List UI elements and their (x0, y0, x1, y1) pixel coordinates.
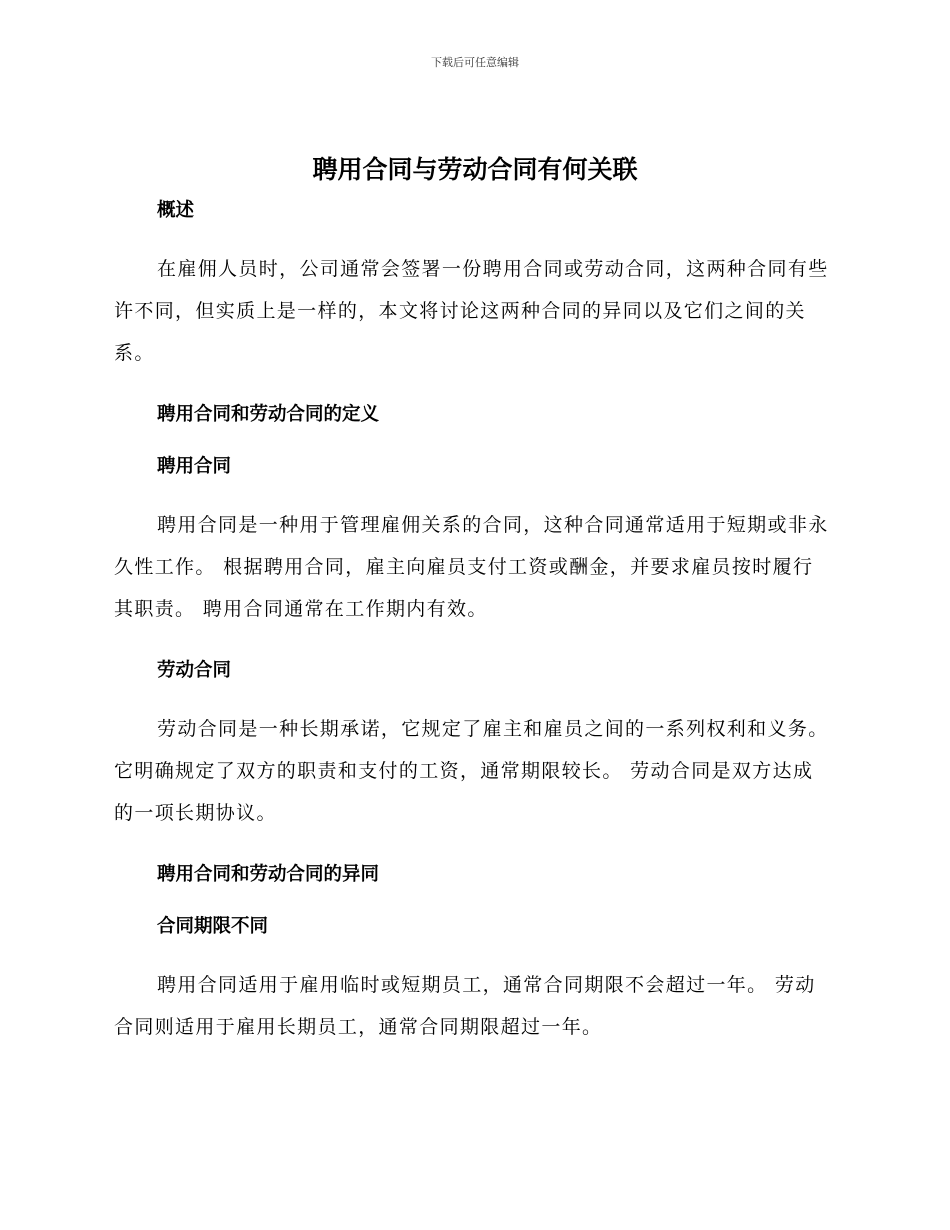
header-note: 下载后可任意编辑 (431, 56, 519, 69)
difference-heading: 聘用合同和劳动合同的异同 (157, 864, 380, 885)
document-title: 聘用合同与劳动合同有何关联 (312, 155, 638, 184)
employment-contract-paragraph: 聘用合同是一种用于管理雇佣关系的合同，这种合同通常适用于短期或非永久性工作。 根据聘用合同，雇主向雇员支付工资或酬金，并要求雇员按时履行其职责。 聘用合同通常在工作期内有效。 (114, 514, 829, 620)
definition-heading: 聘用合同和劳动合同的定义 (157, 404, 380, 425)
term-difference-heading: 合同期限不同 (157, 916, 269, 937)
overview-heading: 概述 (157, 200, 195, 221)
overview-paragraph: 在雇佣人员时，公司通常会签署一份聘用合同或劳动合同，这两种合同有些许不同，但实质上是一样的，本文将讨论这两种合同的异同以及它们之间的关系。 (114, 258, 829, 364)
labor-contract-paragraph: 劳动合同是一种长期承诺，它规定了雇主和雇员之间的一系列权利和义务。 它明确规定了双方的职责和支付的工资，通常期限较长。 劳动合同是双方达成的一项长期协议。 (114, 718, 829, 824)
term-difference-paragraph: 聘用合同适用于雇用临时或短期员工，通常合同期限不会超过一年。 劳动合同则适用于雇用长期员工，通常合同期限超过一年。 (114, 974, 816, 1038)
labor-contract-heading: 劳动合同 (157, 660, 232, 681)
employment-contract-heading: 聘用合同 (157, 456, 232, 477)
document-body (114, 196, 832, 1048)
